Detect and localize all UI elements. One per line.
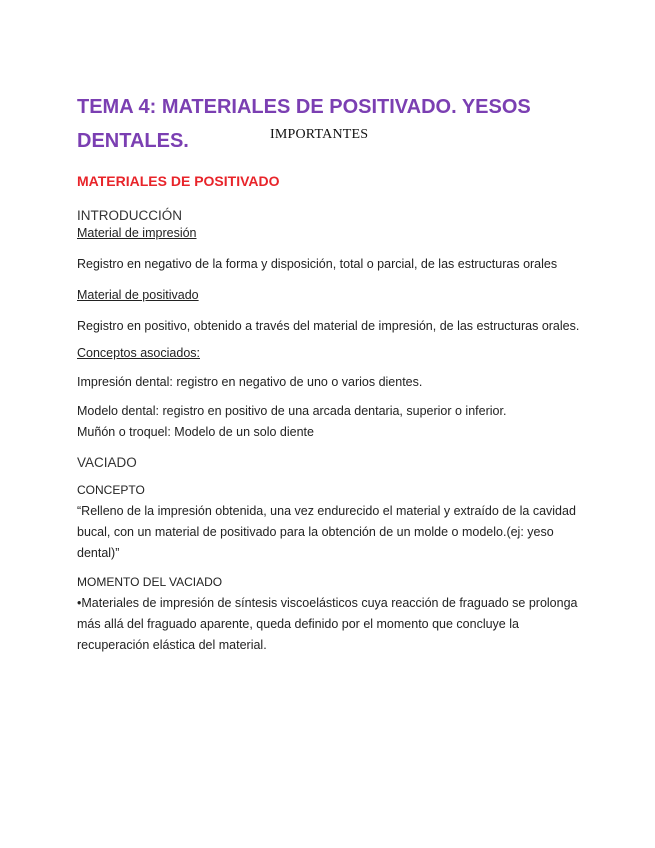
- document-title: TEMA 4: MATERIALES DE POSITIVADO. YESOS DENTALES.: [77, 96, 531, 152]
- subsection-text-positivado: Registro en positivo, obtenido a través del material de impresión, de las estructuras orales.: [77, 319, 580, 333]
- vaciado-heading: VACIADO: [77, 455, 137, 470]
- intro-heading: INTRODUCCIÓN: [77, 208, 182, 223]
- subsection-text-conceptos: Impresión dental: registro en negativo de uno o varios dientes.: [77, 375, 423, 389]
- concepto-label: CONCEPTO: [77, 483, 145, 497]
- section-title: MATERIALES DE POSITIVADO: [77, 173, 280, 189]
- subsection-label-impresion: Material de impresión: [77, 226, 197, 240]
- concepto-text: “Relleno de la impresión obtenida, una vez endurecido el material y extraído de la cavidad bucal, con un material de positivado para la obtención de un molde o modelo.(ej: yeso dental)”: [77, 504, 576, 560]
- subsection-label-conceptos: Conceptos asociados:: [77, 346, 200, 360]
- concept-line-munon: Muñón o troquel: Modelo de un solo diente: [77, 425, 314, 439]
- momento-text: •Materiales de impresión de síntesis viscoelásticos cuya reacción de fraguado se prolonga más allá del fraguado aparente, queda definido por el momento que concluye la recuperación elástica del material.: [77, 596, 578, 652]
- momento-label: MOMENTO DEL VACIADO: [77, 575, 223, 589]
- document-body: [77, 208, 582, 656]
- subsection-text-impresion: Registro en negativo de la forma y disposición, total o parcial, de las estructuras orales: [77, 257, 558, 271]
- subsection-label-positivado: Material de positivado: [77, 288, 199, 302]
- important-stamp: IMPORTANTES: [270, 127, 369, 142]
- concept-line-modelo: Modelo dental: registro en positivo de una arcada dentaria, superior o inferior.: [77, 404, 507, 418]
